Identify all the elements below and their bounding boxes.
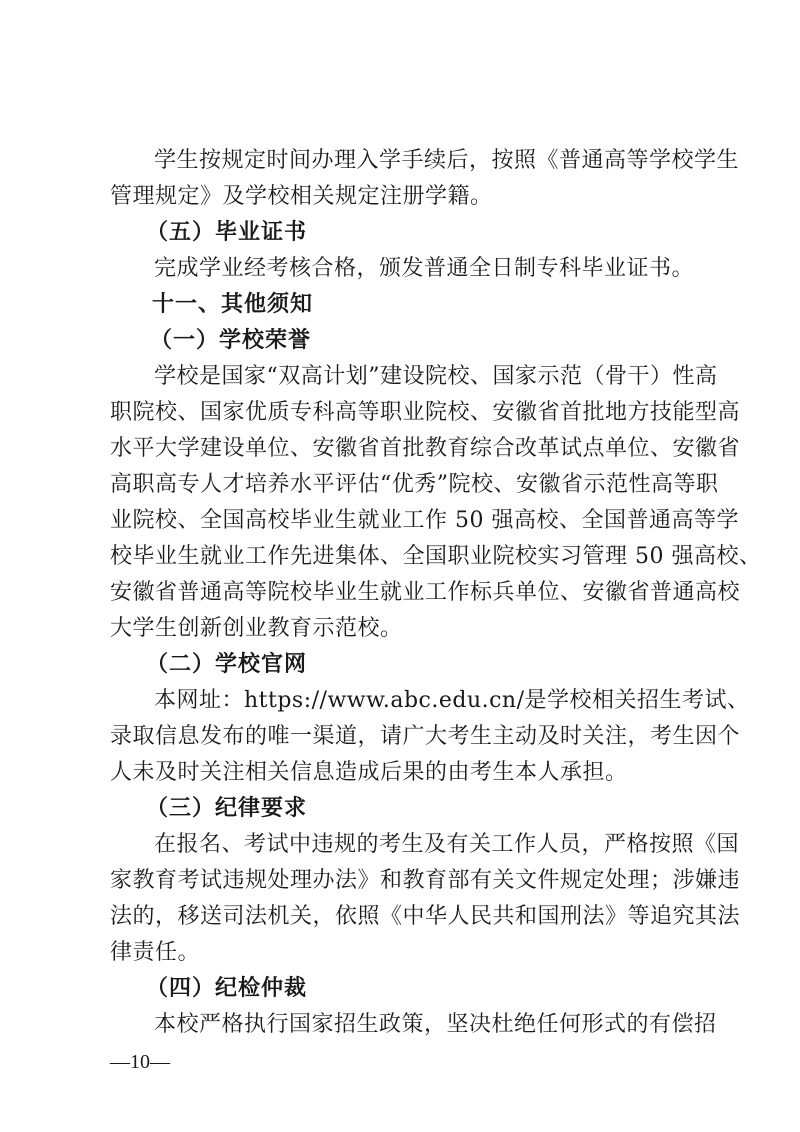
paragraph-line: 管理规定》及学校相关规定注册学籍。 xyxy=(110,184,493,209)
paragraph-line: 人未及时关注相关信息造成后果的由考生本人承担。 xyxy=(110,760,628,785)
paragraph-line: 家教育考试违规处理办法》和教育部有关文件规定处理；涉嫌违 xyxy=(110,868,741,893)
section-heading: （三）纪律要求 xyxy=(146,796,308,821)
paragraph-line: 大学生创新创业教育示范校。 xyxy=(110,616,403,641)
paragraph-line: 录取信息发布的唯一渠道，请广大考生主动及时关注，考生因个 xyxy=(110,724,741,749)
paragraph-line: 业院校、全国高校毕业生就业工作 50 强高校、全国普通高等学 xyxy=(110,508,739,533)
section-heading: （一）学校荣誉 xyxy=(150,328,312,353)
page-number: —10— xyxy=(110,1051,170,1073)
section-heading: （五）毕业证书 xyxy=(146,220,308,245)
paragraph-line: 高职高专人才培养水平评估“优秀”院校、安徽省示范性高等职 xyxy=(110,472,719,497)
paragraph-line: 本网址：https://www.abc.edu.cn/是学校相关招生考试、 xyxy=(154,688,750,713)
chapter-heading: 十一、其他须知 xyxy=(152,292,314,317)
paragraph-line: 学生按规定时间办理入学手续后，按照《普通高等学校学生 xyxy=(154,148,740,173)
paragraph-line: 校毕业生就业工作先进集体、全国职业院校实习管理 50 强高校、 xyxy=(110,544,762,569)
paragraph-line: 本校严格执行国家招生政策，坚决杜绝任何形式的有偿招 xyxy=(154,1012,717,1037)
paragraph-line: 律责任。 xyxy=(110,940,201,965)
section-heading: （二）学校官网 xyxy=(146,652,308,677)
paragraph-line: 在报名、考试中违规的考生及有关工作人员，严格按照《国 xyxy=(154,832,740,857)
paragraph-line: 完成学业经考核合格，颁发普通全日制专科毕业证书。 xyxy=(154,256,695,281)
paragraph-line: 安徽省普通高等院校毕业生就业工作标兵单位、安徽省普通高校 xyxy=(110,580,741,605)
paragraph-line: 学校是国家“双高计划”建设院校、国家示范（骨干）性高 xyxy=(154,364,718,389)
paragraph-line: 职院校、国家优质专科高等职业院校、安徽省首批地方技能型高 xyxy=(110,400,741,425)
paragraph-line: 法的，移送司法机关，依照《中华人民共和国刑法》等追究其法 xyxy=(110,904,741,929)
section-heading: （四）纪检仲裁 xyxy=(146,976,308,1001)
paragraph-line: 水平大学建设单位、安徽省首批教育综合改革试点单位、安徽省 xyxy=(110,436,741,461)
